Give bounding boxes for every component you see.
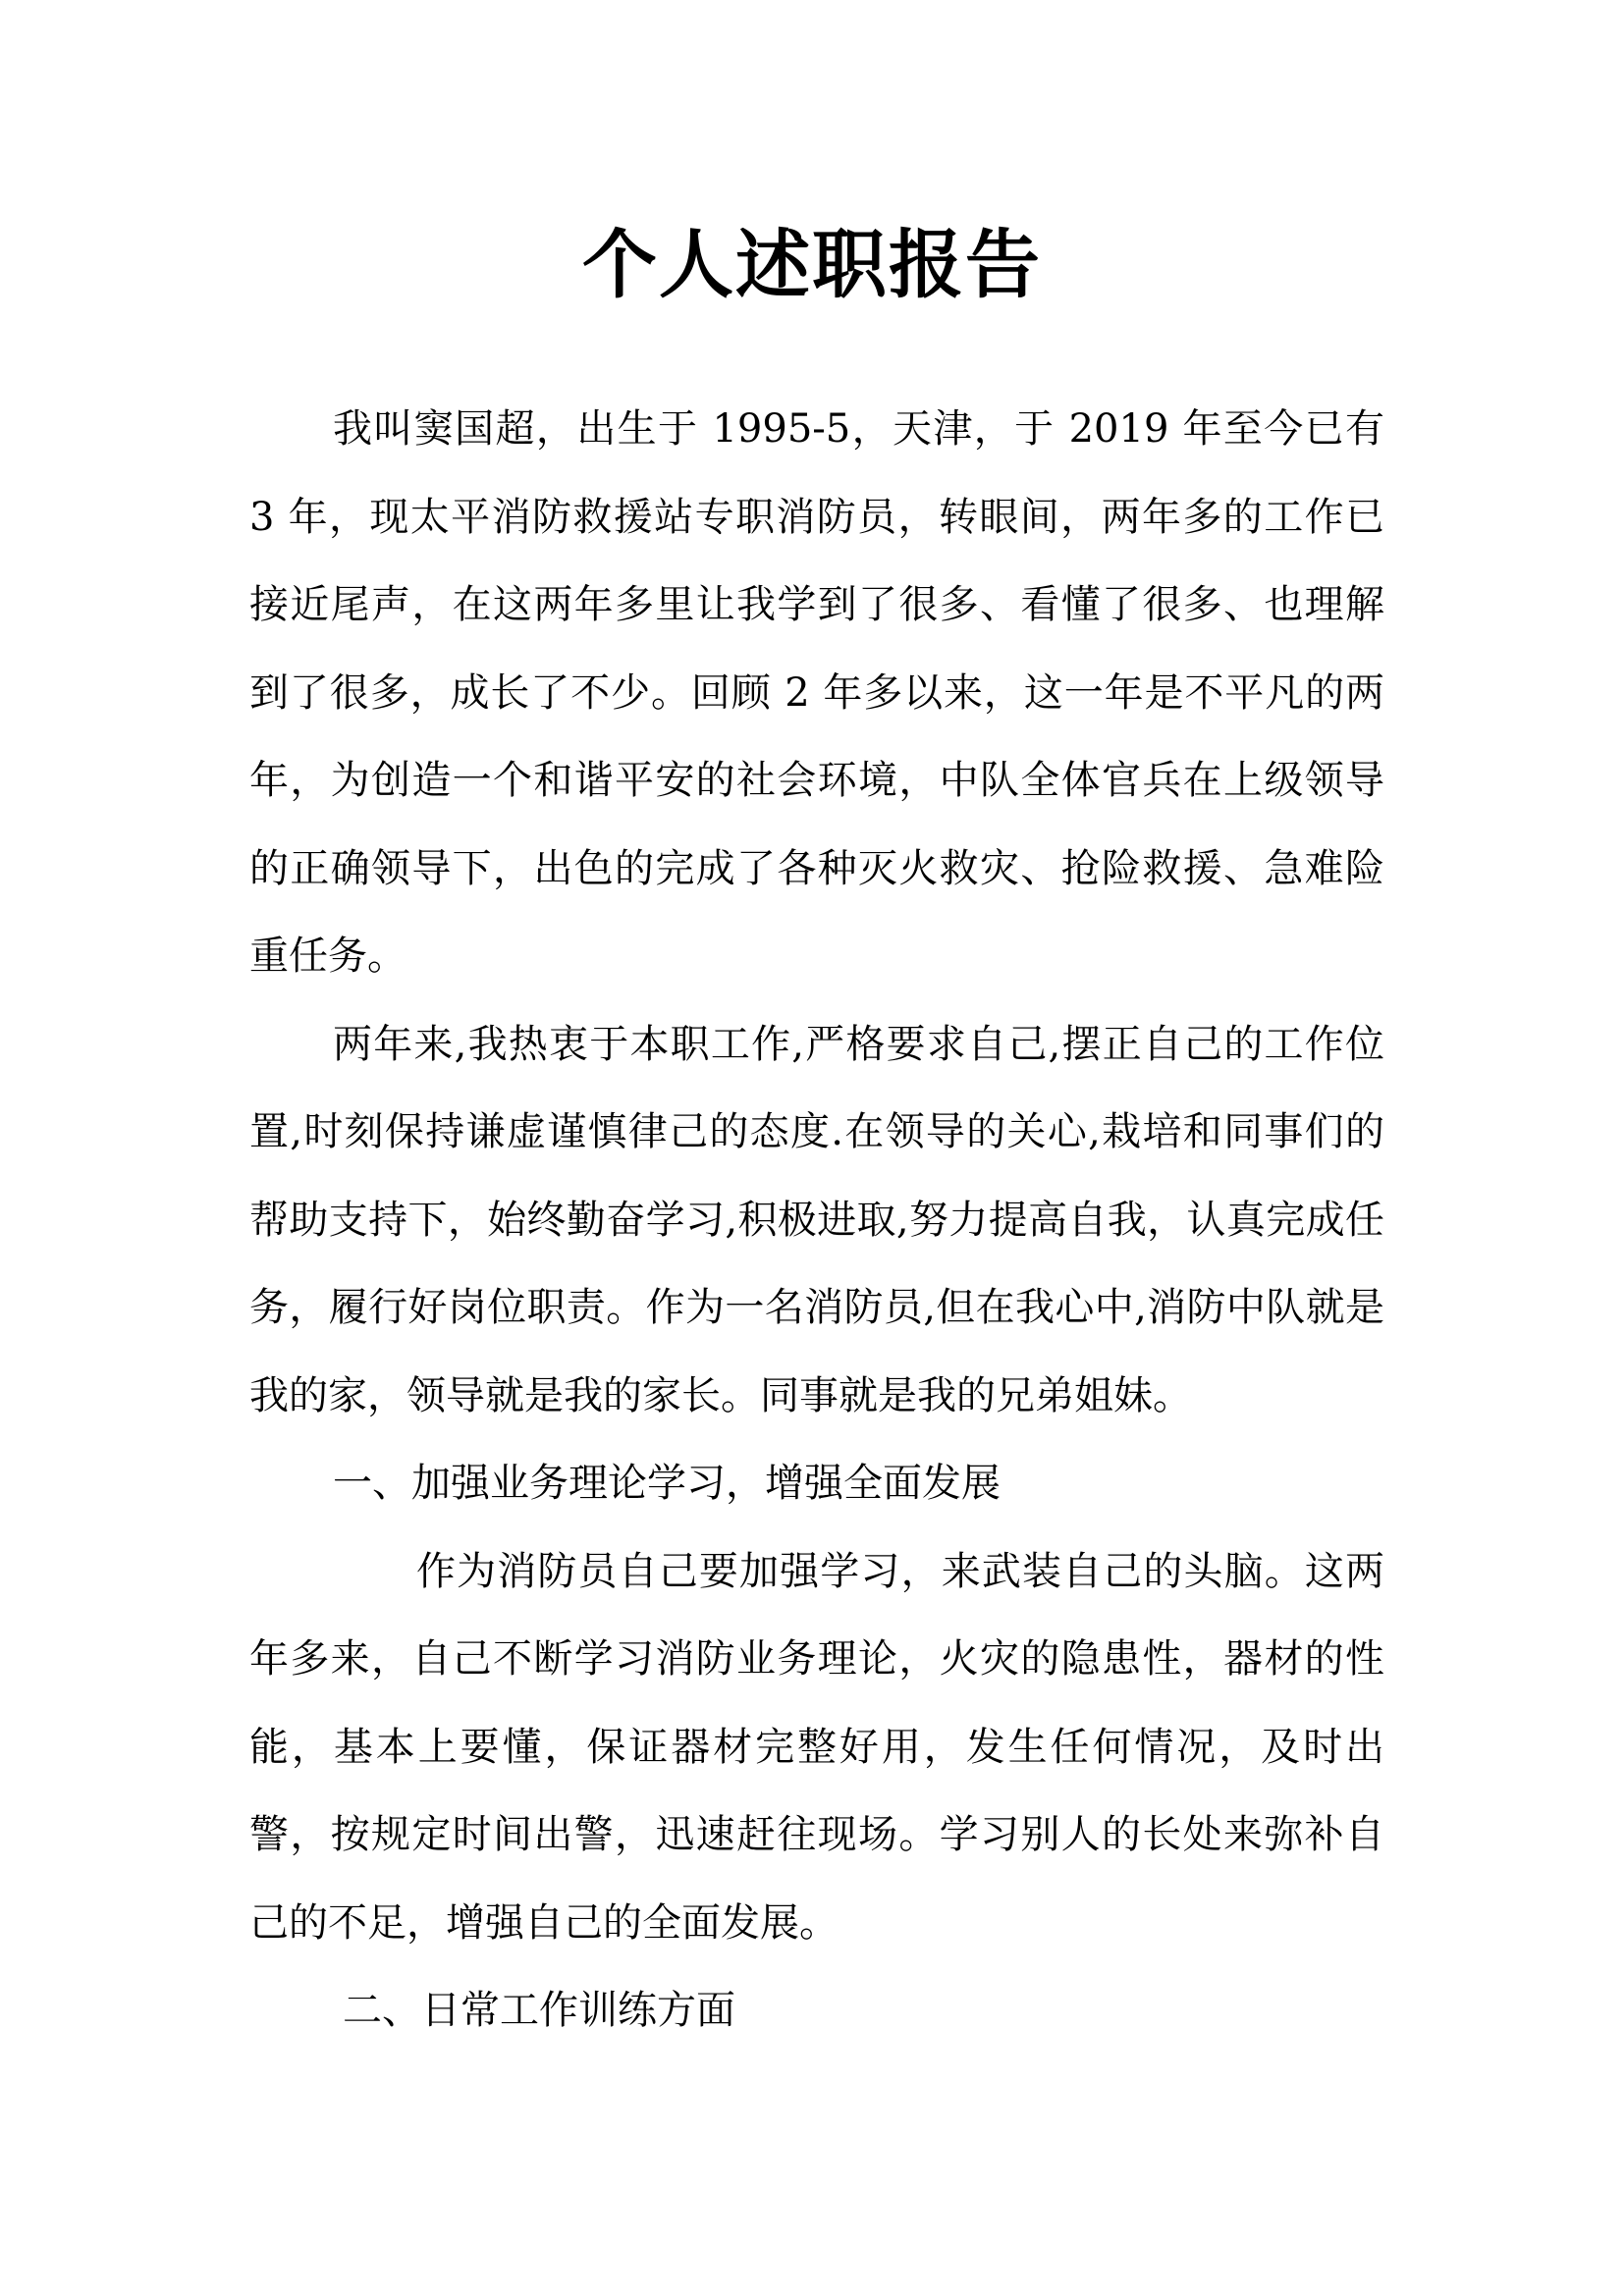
document-body (249, 386, 1384, 2056)
document-title: 个人述职报告 (582, 221, 1042, 308)
paragraph-attitude: 两年来,我热衷于本职工作,严格要求自己,摆正自己的工作位置,时刻保持谦虚谨慎律己的态度.在领导的关心,栽培和同事们的帮助支持下，始终勤奋学习,积极进取,努力提高自我，认真完成任务，履行好岗位职责。作为一名消防员,但在我心中,消防中队就是我的家，领导就是我的家长。同事就是我的兄弟姐妹。 (249, 1021, 1384, 1418)
section-heading-two: 二、日常工作训练方面 (343, 1988, 735, 2033)
section-one-paragraph: 作为消防员自己要加强学习，来武装自己的头脑。这两年多来，自己不断学习消防业务理论，火灾的隐患性，器材的性能，基本上要懂，保证器材完整好用，发生任何情况，及时出警，按规定时间出警，迅速赶往现场。学习别人的长处来弥补自己的不足，增强自己的全面发展。 (249, 1548, 1384, 1946)
section-heading-one: 一、加强业务理论学习，增强全面发展 (333, 1461, 1001, 1506)
paragraph-intro: 我叫窦国超，出生于 1995-5，天津，于 2019 年至今已有 3 年，现太平消防救援站专职消防员，转眼间，两年多的工作已接近尾声，在这两年多里让我学到了很多、看懂了很多、也理解到了很多，成长了不少。回顾 2 年多以来，这一年是不平凡的两年，为创造一个和谐平安的社会环境，中队全体官兵在上级领导的正确领导下，出色的完成了各种灭火救灾、抢险救援、急难险重任务。 (249, 406, 1384, 979)
